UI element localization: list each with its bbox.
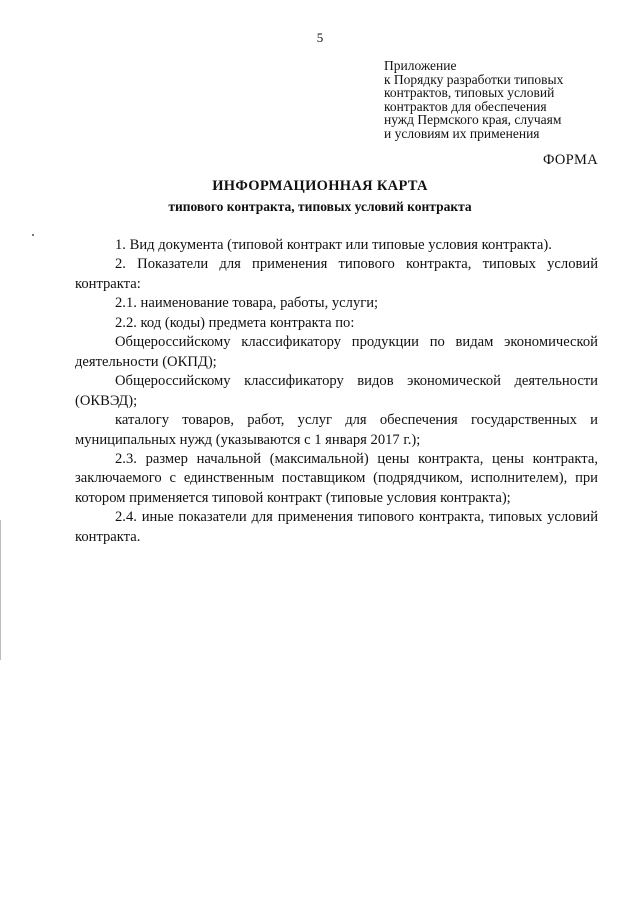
- appendix-line: к Порядку разработки типовых: [384, 71, 564, 87]
- appendix-header: [384, 59, 634, 141]
- paragraph-2-4: 2.4. иные показатели для применения типового контракта, типовых условий контракта.: [75, 509, 598, 545]
- scan-margin-line: [0, 520, 1, 660]
- appendix-line: Приложение: [384, 58, 457, 73]
- paragraph-2-3: 2.3. размер начальной (максимальной) цены контракта, цены контракта, заключаемого с единственным поставщиком (подрядчиком, исполнителем), при котором применяется типовой контракт (типовые условия контракта);: [75, 450, 598, 506]
- document-title: ИНФОРМАЦИОННАЯ КАРТА: [212, 178, 428, 194]
- appendix-line: нужд Пермского края, случаям: [384, 112, 562, 128]
- appendix-line: и условиям их применения: [384, 125, 540, 141]
- paragraph-1: 1. Вид документа (типовой контракт или типовые условия контракта).: [115, 237, 552, 253]
- paragraph-2-1: 2.1. наименование товара, работы, услуги;: [115, 295, 379, 312]
- document-body: [75, 236, 598, 547]
- scan-speck: [32, 234, 34, 236]
- form-label: ФОРМА: [542, 152, 598, 168]
- paragraph-okpd: Общероссийскому классификатору продукции по видам экономической деятельности (ОКПД);: [75, 334, 598, 370]
- paragraph-okved: Общероссийскому классификатору видов экономической деятельности (ОКВЭД);: [75, 373, 598, 409]
- document-subtitle: типового контракта, типовых условий контракта: [168, 199, 472, 214]
- page-number: 5: [316, 30, 324, 45]
- paragraph-2: 2. Показатели для применения типового контракта, типовых условий контракта:: [75, 256, 598, 292]
- appendix-line: контрактов, типовых условий: [384, 85, 555, 101]
- paragraph-catalog: каталогу товаров, работ, услуг для обеспечения государственных и муниципальных нужд (указываются с 1 января 2017 г.);: [75, 412, 598, 448]
- paragraph-2-2: 2.2. код (коды) предмета контракта по:: [115, 314, 355, 331]
- appendix-line: контрактов для обеспечения: [384, 98, 547, 114]
